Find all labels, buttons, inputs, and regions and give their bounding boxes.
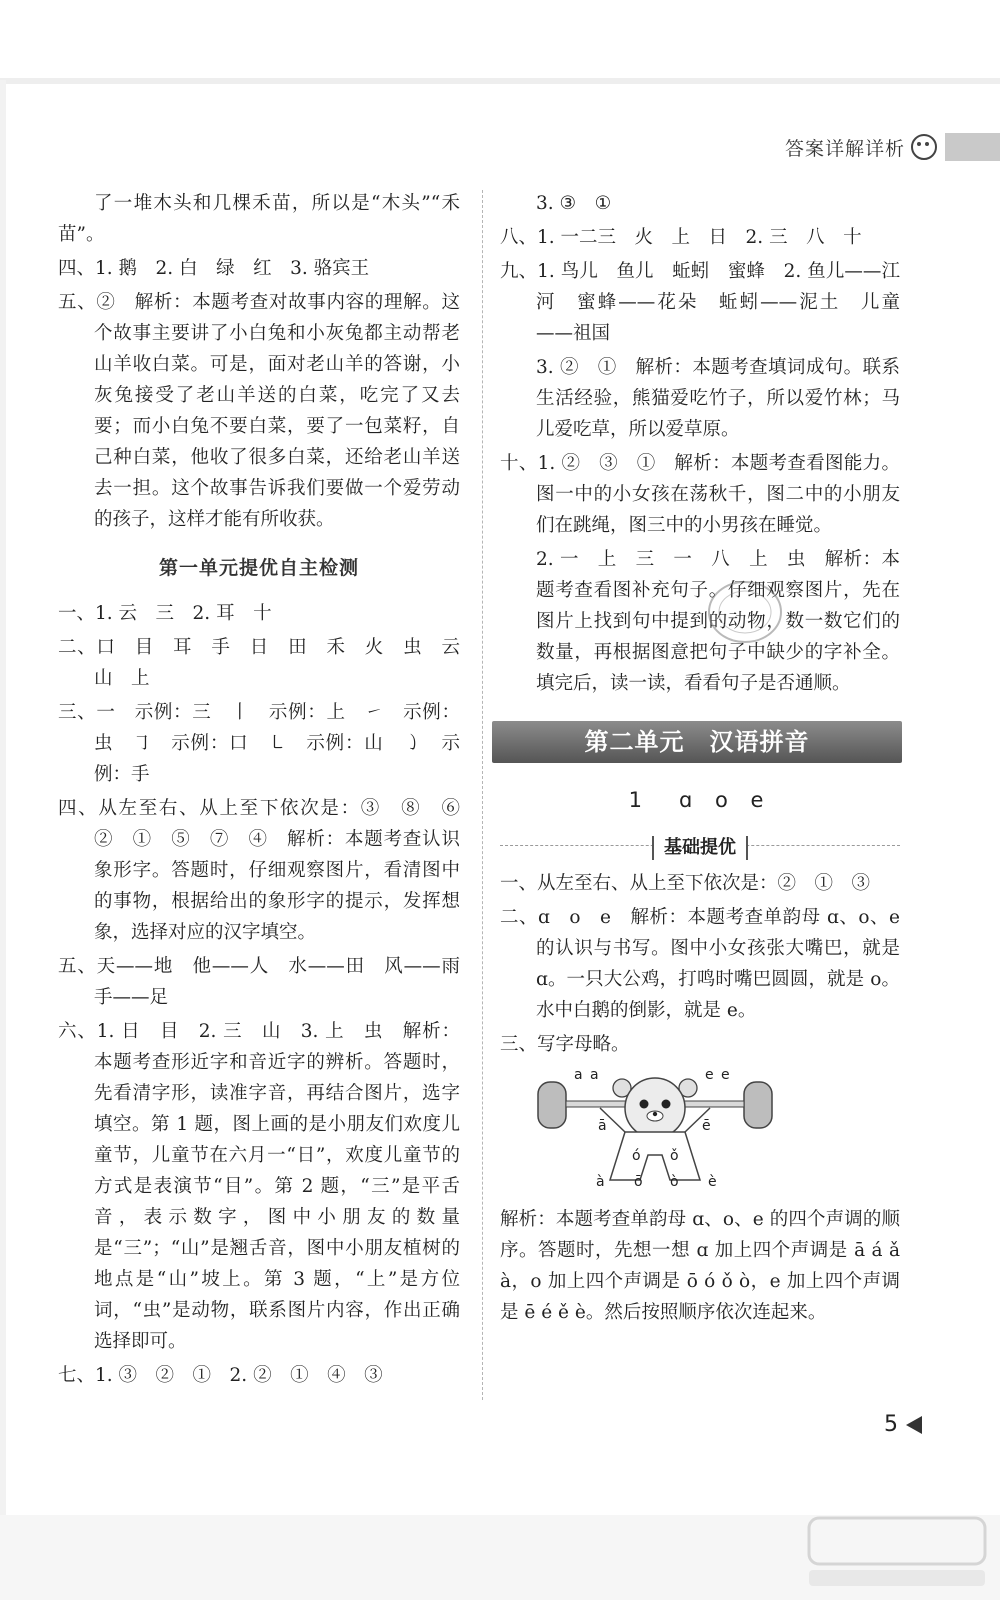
tone-label: ò bbox=[670, 1174, 679, 1188]
answer-line: 七、1. ③ ② ① 2. ② ① ④ ③ bbox=[58, 1365, 383, 1386]
tone-label: ó bbox=[632, 1148, 641, 1164]
subsection-label: 基础提优 bbox=[652, 836, 748, 860]
page-number-text: 5 bbox=[884, 1412, 898, 1437]
barbell-plate-left bbox=[538, 1082, 566, 1128]
page-arrow-icon bbox=[906, 1416, 922, 1434]
answer-line: 二、ɑ o e 解析：本题考查单韵母 ɑ、o、e 的认识与书写。图中小女孩张大嘴巴，就是 ɑ。一只大公鸡，打鸣时嘴巴圆圆，就是 o。水中白鹅的倒影，就是 e。 bbox=[500, 907, 900, 1021]
barbell-plate-right bbox=[744, 1082, 772, 1128]
tone-label: á bbox=[590, 1070, 599, 1083]
tone-label: ě bbox=[721, 1070, 730, 1083]
answer-line: 二、口 目 耳 手 日 田 禾 火 虫 云 山 上 bbox=[58, 637, 479, 689]
section-title: 第一单元提优自主检测 bbox=[158, 557, 359, 579]
answer-line: 3. ② ① 解析：本题考查填词成句。联系生活经验，熊猫爱吃竹子，所以爱竹林；马儿爱吃草，所以爱草原。 bbox=[536, 357, 900, 440]
tone-label: ǎ bbox=[574, 1070, 583, 1083]
answer-line: 五、天——地 他——人 水——田 风——雨 手——足 bbox=[58, 956, 479, 1008]
answer-line: 九、1. 鸟儿 鱼儿 蚯蚓 蜜蜂 2. 鱼儿——江河 蜜蜂——花朵 蚯蚓——泥土 儿童——祖国 bbox=[500, 261, 900, 344]
answer-line: 八、1. 一二三 火 上 日 2. 三 八 十 bbox=[500, 227, 862, 248]
bear-nose bbox=[653, 1112, 657, 1116]
answer-line: 一、1. 云 三 2. 耳 十 bbox=[58, 603, 272, 624]
bear-body bbox=[610, 1132, 700, 1180]
answer-line: 2. 一 上 三 一 八 上 虫 解析：本题考查看图补充句子。仔细观察图片，先在图片上找到句中提到的动物，数一数它们的数量，再根据图意把句子中缺少的字补全。填完后，读一读，看看句子是否通顺。 bbox=[536, 549, 900, 694]
bear-weightlifting-figure bbox=[530, 1070, 780, 1188]
tone-label: ā bbox=[598, 1118, 607, 1134]
answer-line: 四、从左至右、从上至下依次是：③ ⑧ ⑥ ② ① ⑤ ⑦ ④ 解析：本题考查认识象形字。答题时，仔细观察图片，看清图中的事物，根据给出的象形字的提示，发挥想象，选择对应的汉字填空。 bbox=[58, 798, 479, 943]
tone-label: ǒ bbox=[670, 1148, 679, 1164]
answer-line: 五、② 解析：本题考查对故事内容的理解。这个故事主要讲了小白兔和小灰兔都主动帮老山羊收白菜。可是，面对老山羊的答谢，小灰兔接受了老山羊送的白菜，吃完了又去要；而小白兔不要白菜，要了一包菜籽，自己种白菜，他收了很多白菜，还给老山羊送去一担。这个故事告诉我们要做一个爱劳动的孩子，这样才能有所收获。 bbox=[58, 292, 460, 530]
bear-eye-left bbox=[640, 1100, 649, 1109]
answer-line: 三、一 示例：三 丨 示例：上 ㇀ 示例：虫 ㇆ 示例：口 ㇄ 示例：山 ㇁ 示例：手 bbox=[58, 702, 460, 785]
answer-line: 解析：本题考查单韵母 ɑ、o、e 的四个声调的顺序。答题时，先想一想 ɑ 加上四个声调是 ā á ǎ à，o 加上四个声调是 ō ó ǒ ò，e 加上四个声调是 ē é ě è。然后按照顺序依次连起来。 bbox=[500, 1209, 900, 1323]
smiley-icon bbox=[911, 134, 937, 160]
answer-line: 3. ③ ① bbox=[536, 193, 612, 214]
stamp-mark bbox=[705, 577, 785, 647]
answer-line: 十、1. ② ③ ① 解析：本题考查看图能力。图一中的小女孩在荡秋千，图二中的小朋友们在跳绳，图三中的小男孩在睡觉。 bbox=[500, 453, 900, 536]
answer-line: 四、1. 鹅 2. 白 绿 红 3. 骆宾王 bbox=[58, 258, 370, 279]
header-tag bbox=[785, 130, 1000, 164]
bear-eye-right bbox=[662, 1100, 671, 1109]
page-number bbox=[884, 1412, 922, 1437]
page-edge bbox=[0, 80, 6, 1520]
right-column bbox=[500, 188, 900, 1328]
unit-banner: 第二单元 汉语拼音 bbox=[492, 721, 902, 763]
left-column bbox=[58, 188, 479, 1391]
tone-label: ō bbox=[634, 1174, 643, 1188]
answer-line: 三、写字母略。 bbox=[500, 1034, 630, 1055]
header-bar bbox=[945, 133, 1000, 161]
lesson-title: 1 ɑ o e bbox=[628, 788, 772, 812]
bear-head bbox=[625, 1078, 685, 1138]
subsection-title bbox=[500, 830, 900, 860]
answer-line: 一、从左至右、从上至下依次是：② ① ③ bbox=[500, 873, 871, 894]
watermark-logo bbox=[805, 1512, 990, 1592]
tone-label: è bbox=[708, 1174, 717, 1188]
header-strip bbox=[0, 78, 1000, 84]
answer-line: 了一堆木头和几棵禾苗，所以是“木头”“禾苗”。 bbox=[58, 193, 460, 245]
tone-label: ē bbox=[702, 1118, 711, 1134]
column-divider bbox=[482, 190, 483, 1400]
tone-label: à bbox=[596, 1174, 605, 1188]
tone-label: é bbox=[705, 1070, 714, 1083]
answer-line: 六、1. 日 目 2. 三 山 3. 上 虫 解析：本题考查形近字和音近字的辨析。答题时，先看清字形，读准字音，再结合图片，选字填空。第 1 题，图上画的是小朋友们欢度儿童节，儿童节在六月一“日”，欢度儿童节的方式是表演节“目”。第 2 题，“三”是平舌音，表示数字，图中小朋友的数量是“三”；“山”是翘舌音，图中小朋友植树的地点是“山”坡上。第 3 题，“上”是方位词，“虫”是动物，联系图片内容，作出正确选择即可。 bbox=[58, 1021, 460, 1352]
header-title: 答案详解详析 bbox=[784, 137, 905, 160]
